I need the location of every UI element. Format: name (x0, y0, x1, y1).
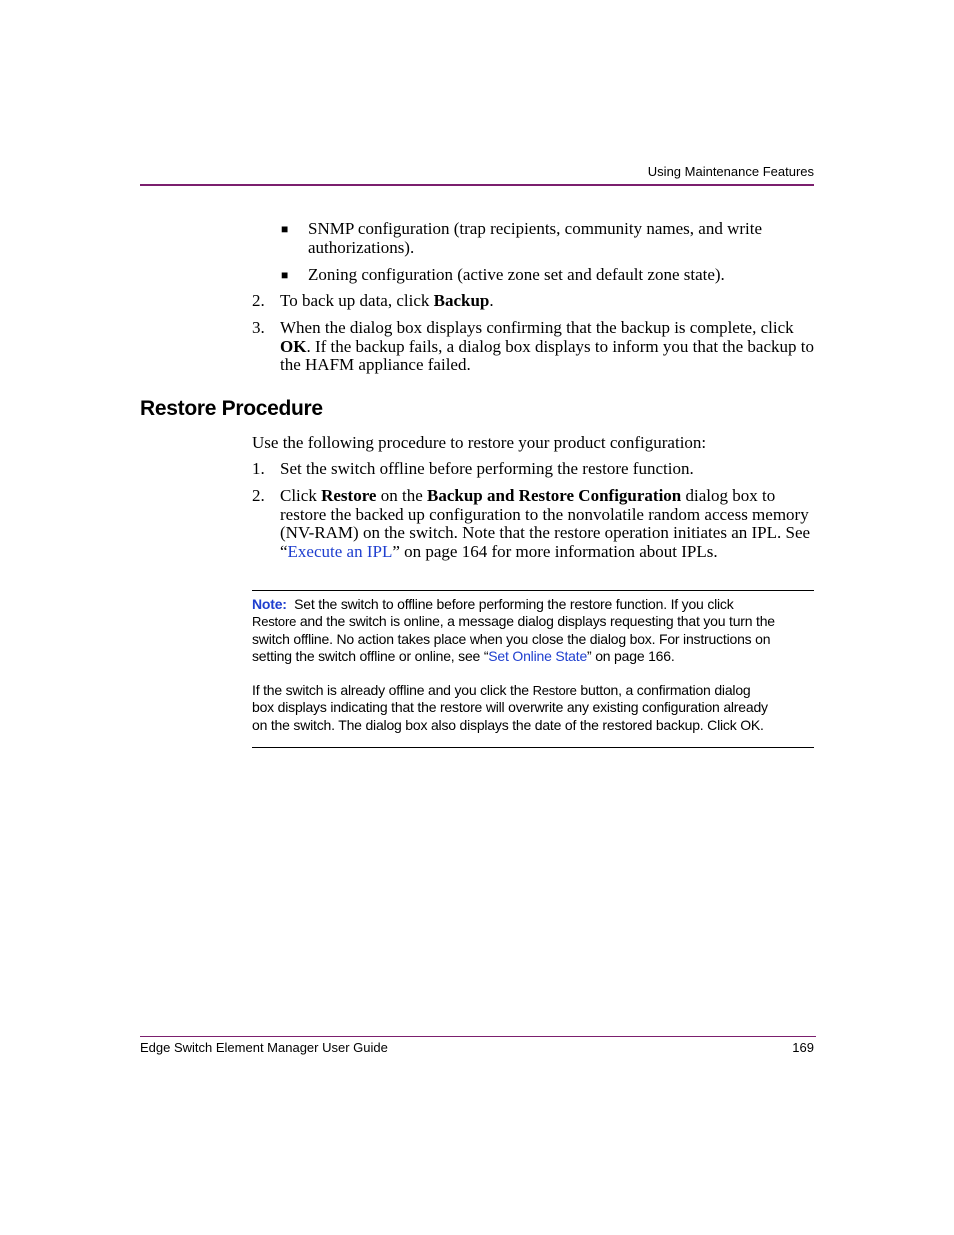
step-number: 2. (252, 291, 265, 310)
restore-button-ref: Restore (532, 683, 577, 698)
step-number: 1. (252, 459, 265, 478)
restore-intro: Use the following procedure to restore your product configuration: (252, 433, 707, 452)
running-header: Using Maintenance Features (647, 164, 814, 179)
restore-button-ref: Restore (321, 486, 377, 505)
dialog-name-ref: Backup and Restore Configuration (427, 486, 682, 505)
bullet-item-snmp (308, 220, 762, 257)
restore-step-1: Set the switch offline before performing the restore function. (280, 459, 694, 478)
bullet-item-zoning (308, 266, 725, 285)
header-rule (140, 184, 814, 186)
page-number: 169 (792, 1040, 814, 1055)
note-label: Note: (252, 596, 287, 612)
backup-step-2: To back up data, click Backup. (280, 291, 494, 310)
bullet-text-line: Zoning configuration (active zone set and default zone state). (308, 265, 725, 284)
ok-button-ref: OK (740, 716, 761, 733)
backup-step-3: When the dialog box displays confirming that the backup is complete, click OK. If the backup fails, a dialog box displays to inform you that the backup to the HAFM appliance failed. (280, 318, 814, 375)
footer-rule (140, 1036, 816, 1037)
ok-button-ref: OK (280, 336, 307, 356)
restore-step-2: Click Restore on the Backup and Restore Configuration dialog box to restore the backed up configuration to the nonvolatile random access memory (NV-RAM) on the switch. Note that the restore operation initiates an IPL. See “Execute an IPL” on page 164 for more information about IPLs. (280, 486, 811, 561)
note-paragraph-2: If the switch is already offline and you click the Restore button, a confirmation dialog box displays indicating that the restore will overwrite any existing configuration already on the switch. The dialog box also displays the date of the restored backup. Click OK. (252, 682, 768, 733)
footer-guide-title: Edge Switch Element Manager User Guide (140, 1040, 388, 1055)
bullet-square-icon: ■ (281, 222, 289, 236)
note-bottom-rule (252, 747, 814, 748)
link-execute-ipl[interactable]: Execute an IPL (287, 541, 393, 561)
section-heading-restore: Restore Procedure (140, 397, 323, 420)
note-paragraph-1: Note: Set the switch to offline before performing the restore function. If you click Restore and the switch is online, a message dialog displays requesting that you turn the switch offline. No action takes place when you close the dialog box. For instructions on setting the switch offline or online, see “Set Online State” on page 166. (252, 596, 775, 665)
backup-button-ref: Backup (433, 291, 490, 310)
note-top-rule (252, 590, 814, 591)
step-number: 3. (252, 318, 265, 337)
restore-button-ref: Restore (252, 614, 297, 630)
step-number: 2. (252, 486, 265, 505)
link-set-online-state[interactable]: Set Online State (488, 648, 588, 665)
bullet-square-icon: ■ (281, 268, 289, 282)
bullet-text-line: SNMP configuration (trap recipients, community names, and write (308, 219, 763, 238)
bullet-text-line: authorizations). (308, 237, 415, 257)
